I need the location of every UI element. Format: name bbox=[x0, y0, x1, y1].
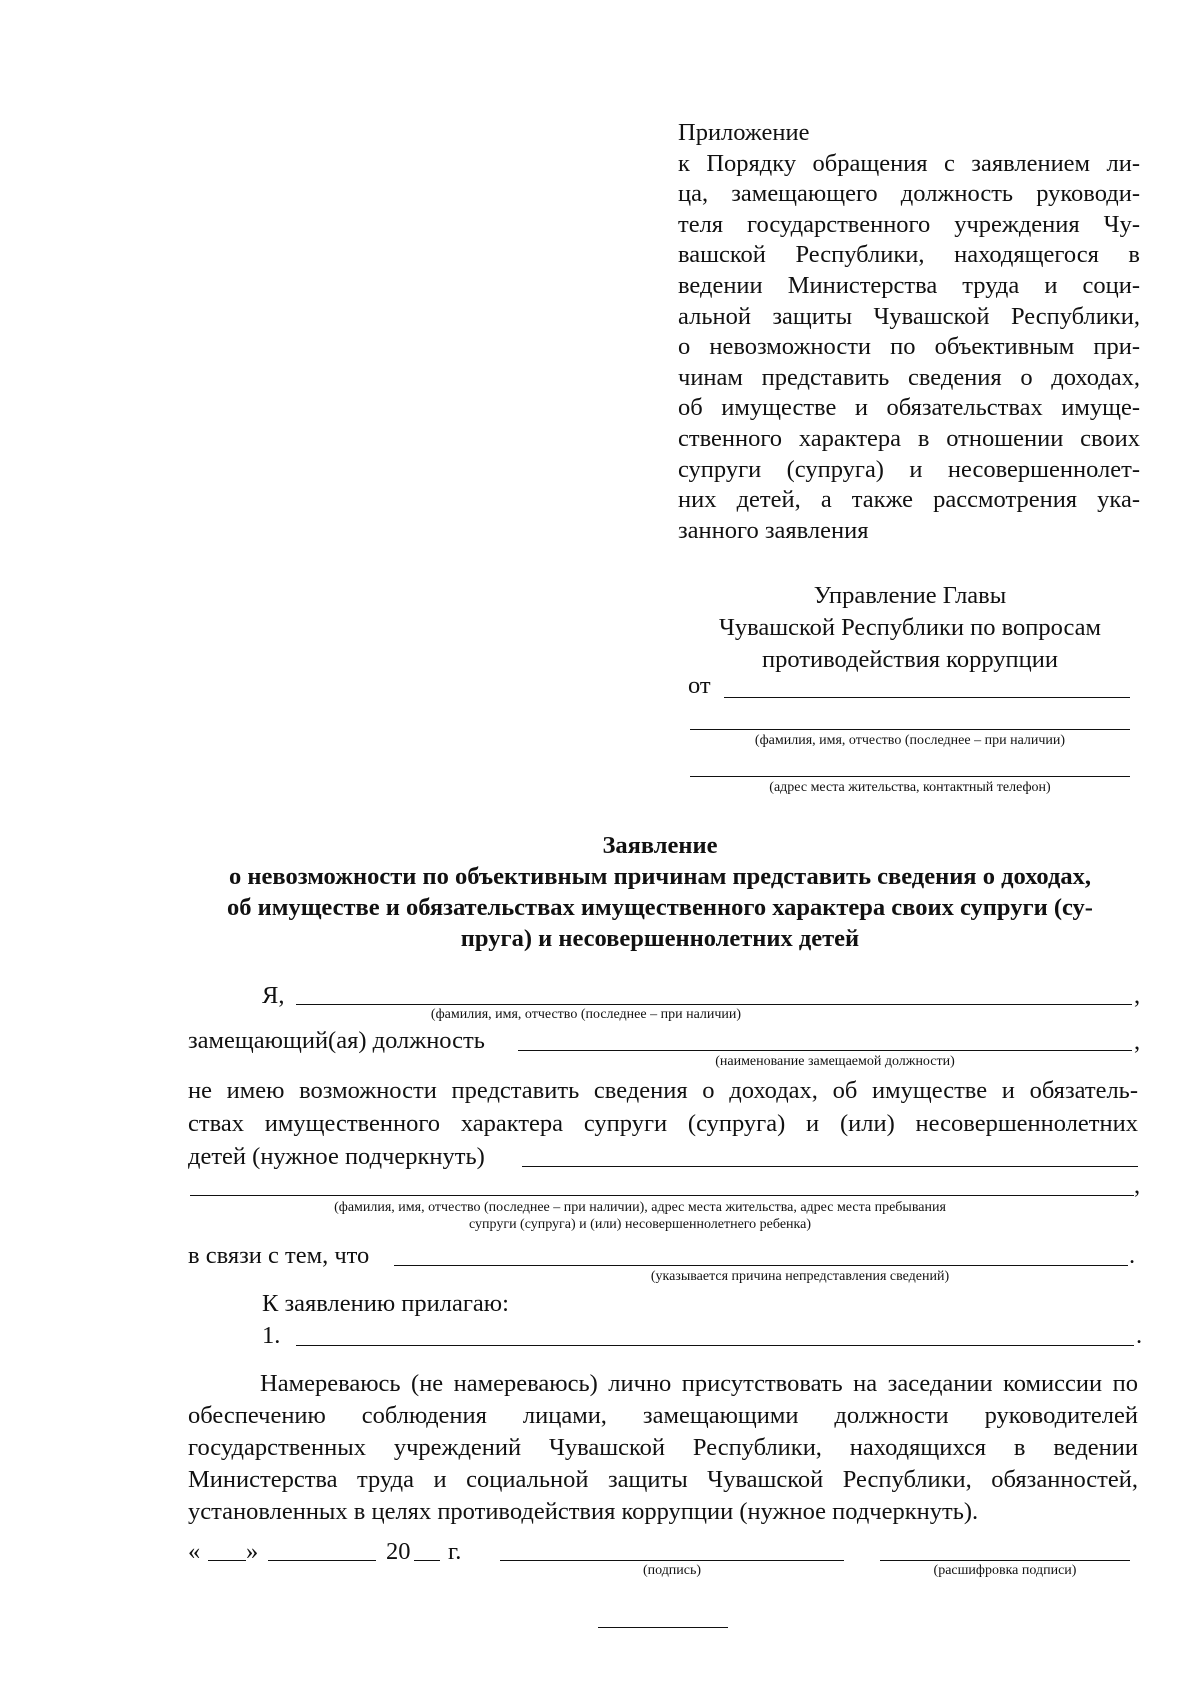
addressee-line: Управление Главы bbox=[813, 582, 1007, 609]
statement-line: ствах имущественного характера супруги (супруга) и (или) несовершеннолетних bbox=[188, 1110, 1138, 1137]
addressee-block bbox=[690, 580, 1130, 676]
title-line: о невозможности по объективным причинам представить сведения о доходах, bbox=[229, 863, 1091, 890]
day-line[interactable] bbox=[208, 1560, 246, 1561]
i-label: Я, bbox=[262, 982, 285, 1009]
applicant-name-line[interactable] bbox=[296, 1004, 1132, 1005]
year-prefix: 20 bbox=[386, 1538, 411, 1565]
intent-paragraph: Намереваюсь (не намереваюсь) лично присутствовать на заседании комиссии по обеспечению соблюдения лицами, замещающими должности руководителей государственных учреждений Чувашской Республики, находящихся в ведении Министерства труда и социальной защиты Чувашской Республики, обязанностей, установленных в целях противодействия коррупции (нужное подчеркнуть). bbox=[188, 1370, 1138, 1525]
family-line-2[interactable] bbox=[190, 1195, 1134, 1196]
attach-item-number: 1. bbox=[262, 1322, 281, 1349]
appendix-line: к Порядку обращения с заявлением ли- bbox=[678, 149, 1140, 177]
signature-note: (подпись) bbox=[642, 1563, 702, 1578]
appendix-line: теля государственного учреждения Чу- bbox=[678, 210, 1140, 238]
appendix-line: ведении Министерства труда и соци- bbox=[678, 271, 1140, 299]
document-title bbox=[180, 830, 1140, 954]
appendix-line: об имуществе и обязательствах имуще- bbox=[678, 394, 1140, 422]
appendix-line: ственного характера в отношении своих bbox=[678, 424, 1140, 452]
appendix-line: них детей, а также рассмотрения ука- bbox=[678, 486, 1140, 514]
appendix-line: занного заявления bbox=[678, 516, 869, 544]
address-line[interactable] bbox=[690, 776, 1130, 777]
comma: , bbox=[1134, 1172, 1141, 1199]
period: . bbox=[1129, 1242, 1136, 1269]
period: . bbox=[1136, 1322, 1143, 1349]
family-note: супруги (супруга) и (или) несовершеннолетнего ребенка) bbox=[468, 1217, 812, 1232]
appendix-line: альной защиты Чувашской Республики, bbox=[678, 302, 1140, 330]
appendix-line: вашской Республики, находящегося в bbox=[678, 241, 1140, 269]
applicant-name-note: (фамилия, имя, отчество (последнее – при наличии) bbox=[430, 1007, 742, 1022]
quote-close: » bbox=[246, 1538, 259, 1565]
end-divider bbox=[598, 1627, 728, 1628]
family-note: (фамилия, имя, отчество (последнее – при наличии), адрес места жительства, адрес места пребывания bbox=[334, 1200, 946, 1215]
year-line[interactable] bbox=[414, 1560, 440, 1561]
address-note: (адрес места жительства, контактный телефон) bbox=[769, 780, 1051, 795]
family-line[interactable] bbox=[522, 1166, 1138, 1167]
reason-line[interactable] bbox=[394, 1265, 1128, 1266]
from-label: от bbox=[688, 672, 711, 699]
position-note: (наименование замещаемой должности) bbox=[715, 1054, 955, 1069]
comma: , bbox=[1134, 982, 1141, 1009]
addressee-line: противодействия коррупции bbox=[762, 646, 1058, 673]
appendix-line: ца, замещающего должность руководи- bbox=[678, 180, 1140, 208]
title-line: пруга) и несовершеннолетних детей bbox=[460, 925, 860, 952]
attachment-line[interactable] bbox=[296, 1345, 1134, 1346]
from-name-line[interactable] bbox=[724, 697, 1130, 698]
title-line: об имуществе и обязательствах имущественного характера своих супруги (су- bbox=[227, 894, 1093, 921]
position-line[interactable] bbox=[518, 1050, 1132, 1051]
addressee-line: Чувашской Республики по вопросам bbox=[718, 614, 1102, 641]
quote-open: « bbox=[188, 1538, 201, 1565]
statement-line: не имею возможности представить сведения о доходах, об имуществе и обязатель- bbox=[188, 1077, 1138, 1104]
comma: , bbox=[1134, 1028, 1141, 1055]
attach-label: К заявлению прилагаю: bbox=[262, 1290, 509, 1317]
position-label: замещающий(ая) должность bbox=[188, 1027, 485, 1054]
reason-label: в связи с тем, что bbox=[188, 1242, 370, 1269]
from-name-line-2[interactable] bbox=[690, 729, 1130, 730]
reason-note: (указывается причина непредставления сведений) bbox=[650, 1269, 950, 1284]
appendix-block bbox=[678, 118, 1140, 546]
appendix-line: супруги (супруга) и несовершеннолет- bbox=[678, 455, 1140, 483]
appendix-line: чинам представить сведения о доходах, bbox=[678, 363, 1140, 391]
title-line: Заявление bbox=[602, 832, 718, 859]
signature-decode-note: (расшифровка подписи) bbox=[933, 1563, 1077, 1578]
name-note: (фамилия, имя, отчество (последнее – при наличии) bbox=[754, 733, 1066, 748]
year-suffix: г. bbox=[448, 1538, 462, 1565]
appendix-line: о невозможности по объективным при- bbox=[678, 333, 1140, 361]
appendix-line: Приложение bbox=[678, 119, 810, 146]
signature-decode-line[interactable] bbox=[880, 1560, 1130, 1561]
signature-line[interactable] bbox=[500, 1560, 844, 1561]
month-line[interactable] bbox=[268, 1560, 376, 1561]
statement-line: детей (нужное подчеркнуть) bbox=[188, 1143, 485, 1170]
